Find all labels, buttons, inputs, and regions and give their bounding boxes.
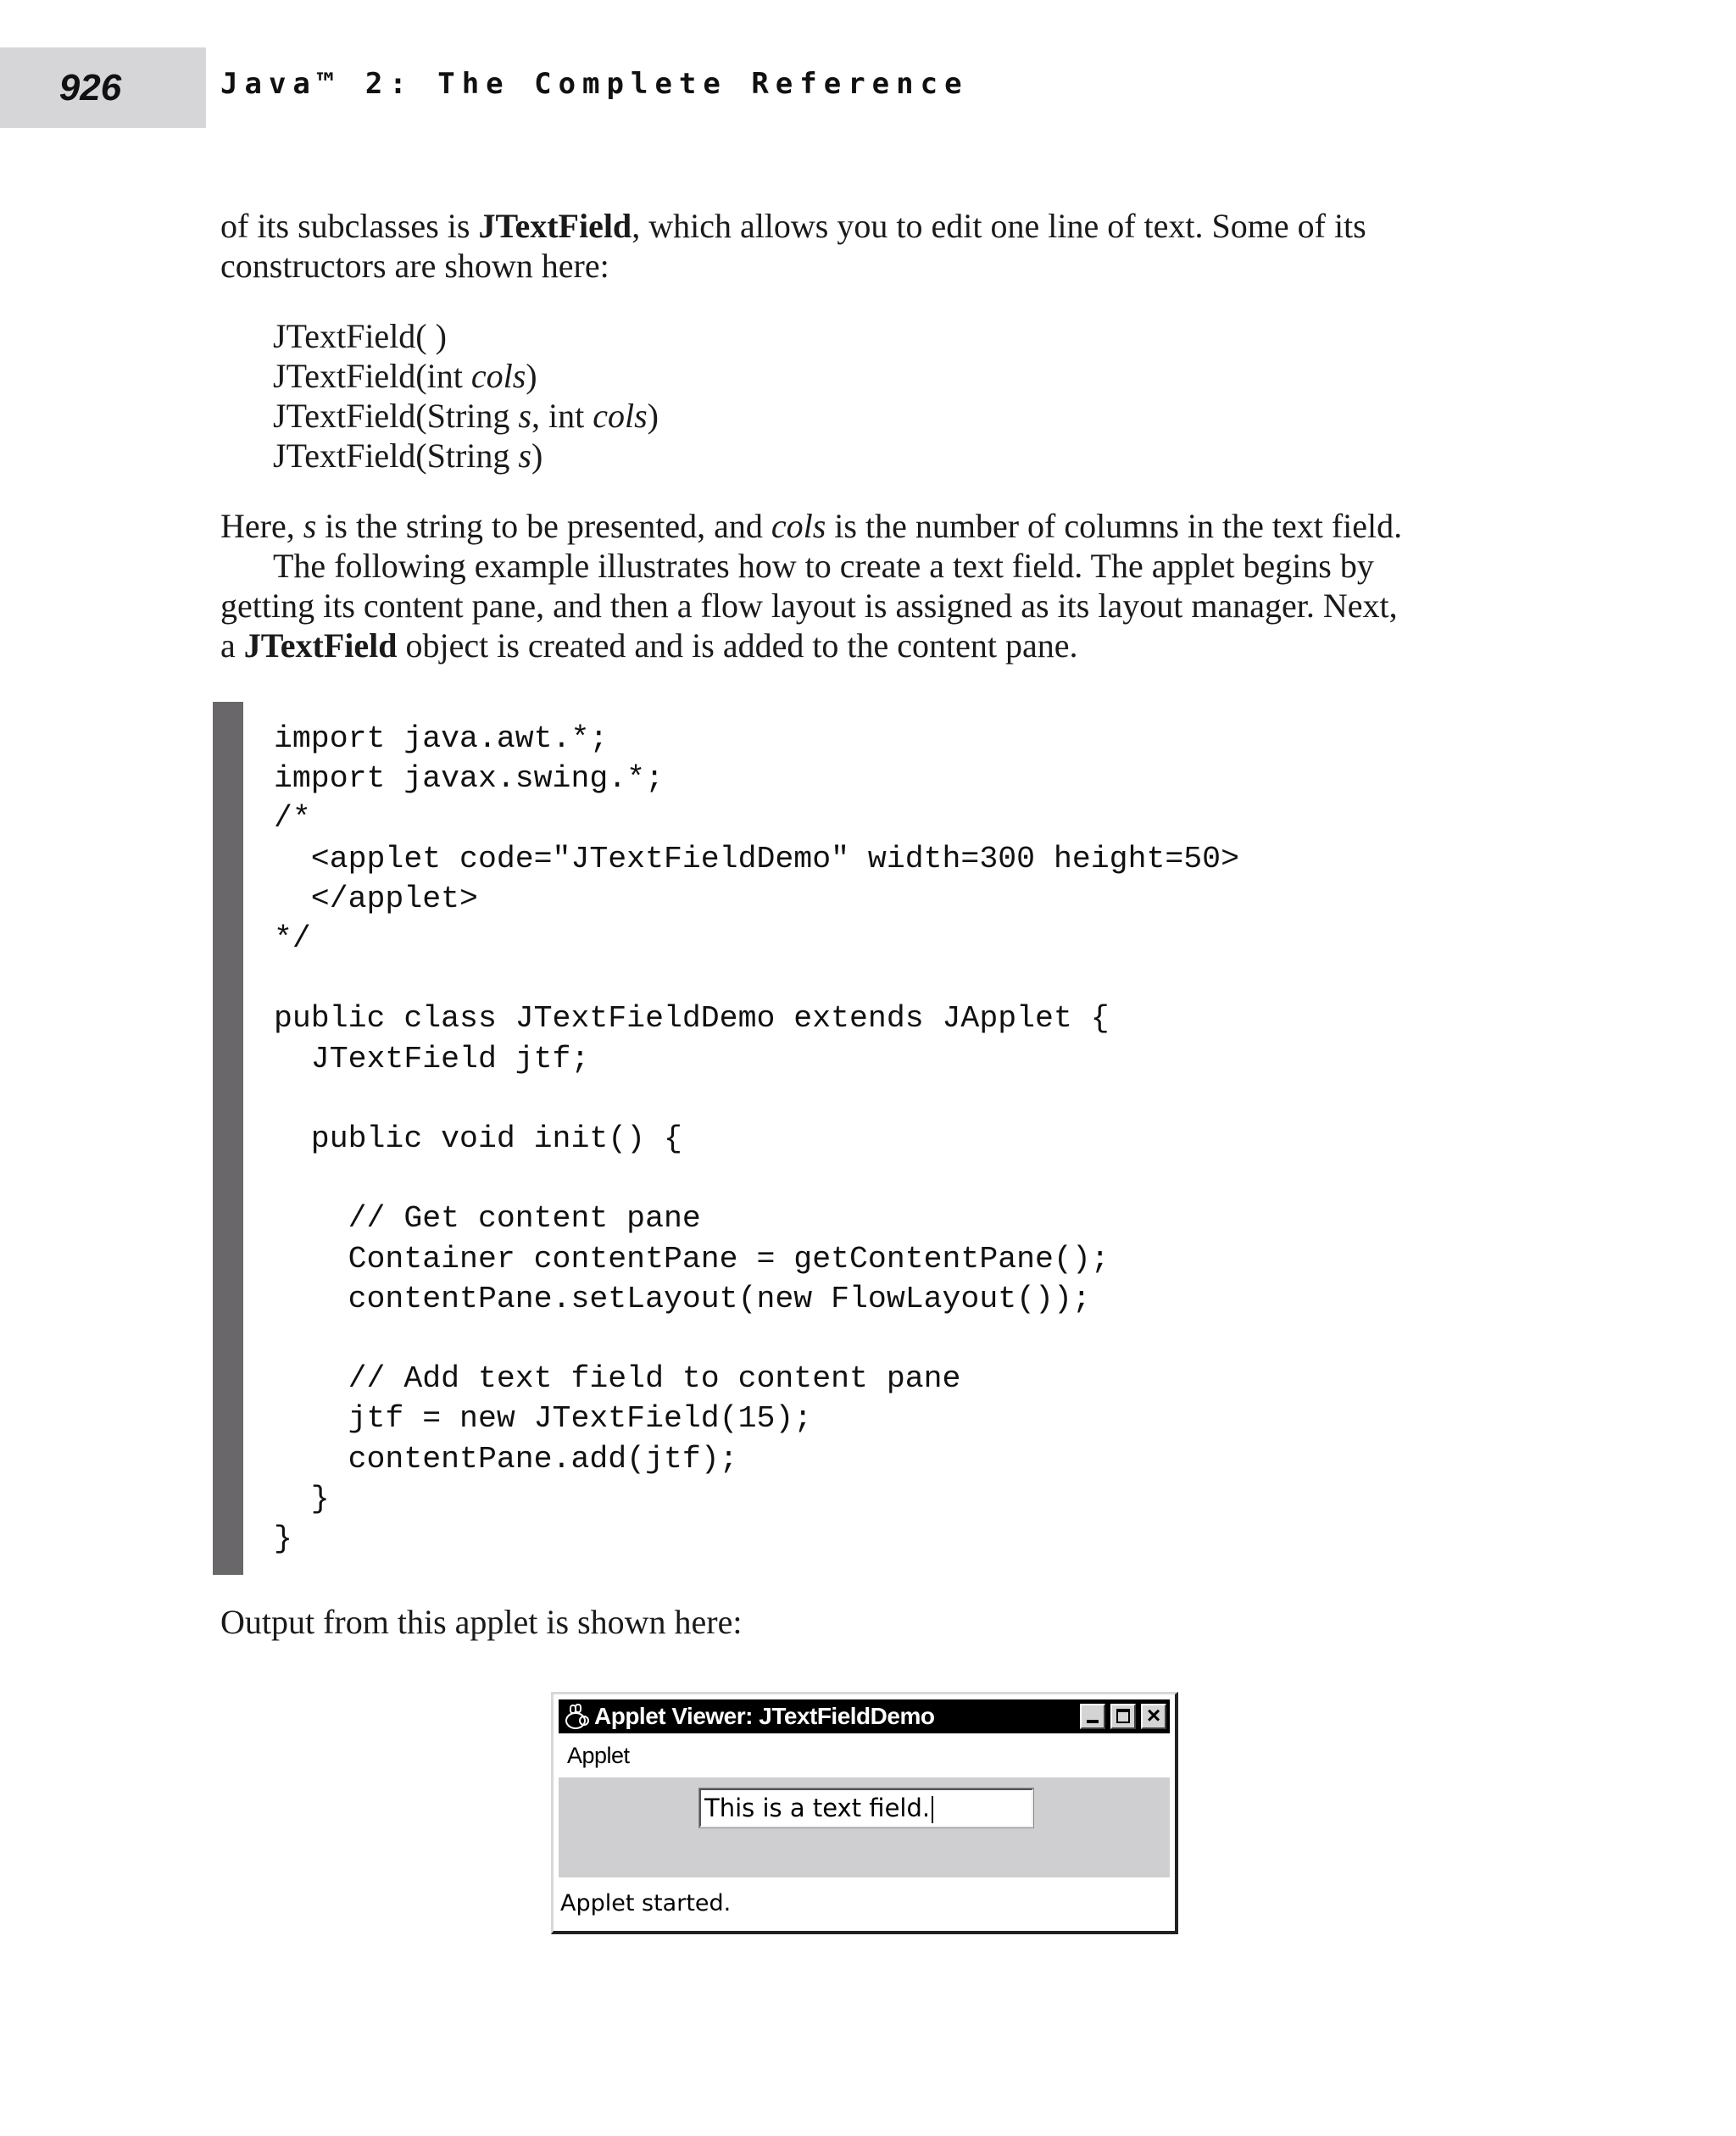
- explanation-paragraph: [220, 506, 1526, 665]
- constructor-item: JTextField(String s, int cols): [273, 397, 659, 435]
- menu-applet[interactable]: Applet: [567, 1742, 630, 1768]
- constructor-list: [273, 316, 1578, 476]
- explanation-line: Here, s is the string to be presented, and cols is the number of columns in the text field.: [220, 507, 1403, 545]
- window-title: Applet Viewer: JTextFieldDemo: [594, 1703, 935, 1729]
- output-paragraph: Output from this applet is shown here:: [220, 1603, 743, 1641]
- status-text: Applet started.: [560, 1889, 732, 1916]
- page-number: 926: [58, 66, 122, 108]
- close-icon: ×: [1146, 1702, 1161, 1728]
- status-bar: [559, 1879, 1170, 1927]
- class-name-bold: JTextField: [478, 207, 632, 245]
- applet-viewer-window: [551, 1692, 1178, 1934]
- java-cup-icon: [562, 1704, 591, 1729]
- intro-line-2: constructors are shown here:: [220, 247, 609, 285]
- text-caret: [932, 1796, 933, 1823]
- minimize-button[interactable]: [1080, 1704, 1105, 1729]
- content-pane: [559, 1777, 1170, 1877]
- explanation-line: The following example illustrates how to create a text field. The applet begins by: [273, 547, 1374, 585]
- maximize-icon: [1116, 1709, 1130, 1723]
- text-field-value: This is a text field.: [704, 1794, 931, 1822]
- page-number-tab: [0, 47, 206, 128]
- explanation-line: getting its content pane, and then a flow layout is assigned as its layout manager. Next,: [220, 587, 1398, 625]
- running-head: Java™ 2: The Complete Reference: [220, 67, 969, 101]
- maximize-button[interactable]: [1110, 1704, 1136, 1729]
- text-field[interactable]: [699, 1788, 1033, 1827]
- close-button[interactable]: [1141, 1704, 1166, 1729]
- constructor-item: JTextField(int cols): [273, 357, 537, 395]
- code-margin-bar: [213, 702, 243, 1575]
- constructor-item: JTextField( ): [273, 317, 447, 355]
- code-listing: import java.awt.*; import javax.swing.*; /* <applet code="JTextFieldDemo" width=300 height=50> </applet> */ public class JTextFieldDemo extends JApplet { JTextField jtf; public void init() { // Get content pane Container contentPane = getContentPane(); contentPane.setLayout(new FlowLayout()); // Add text field to content pane jtf = new JTextField(15); contentPane.add(jtf); } }: [274, 721, 1239, 1557]
- explanation-line: a JTextField object is created and is added to the content pane.: [220, 626, 1078, 665]
- menu-bar: [559, 1737, 1170, 1774]
- intro-line-1: of its subclasses is JTextField, which allows you to edit one line of text. Some of its: [220, 207, 1366, 245]
- intro-paragraph: [220, 206, 1526, 286]
- constructor-item: JTextField(String s): [273, 437, 543, 475]
- title-bar[interactable]: [559, 1699, 1170, 1733]
- minimize-icon: [1087, 1720, 1099, 1723]
